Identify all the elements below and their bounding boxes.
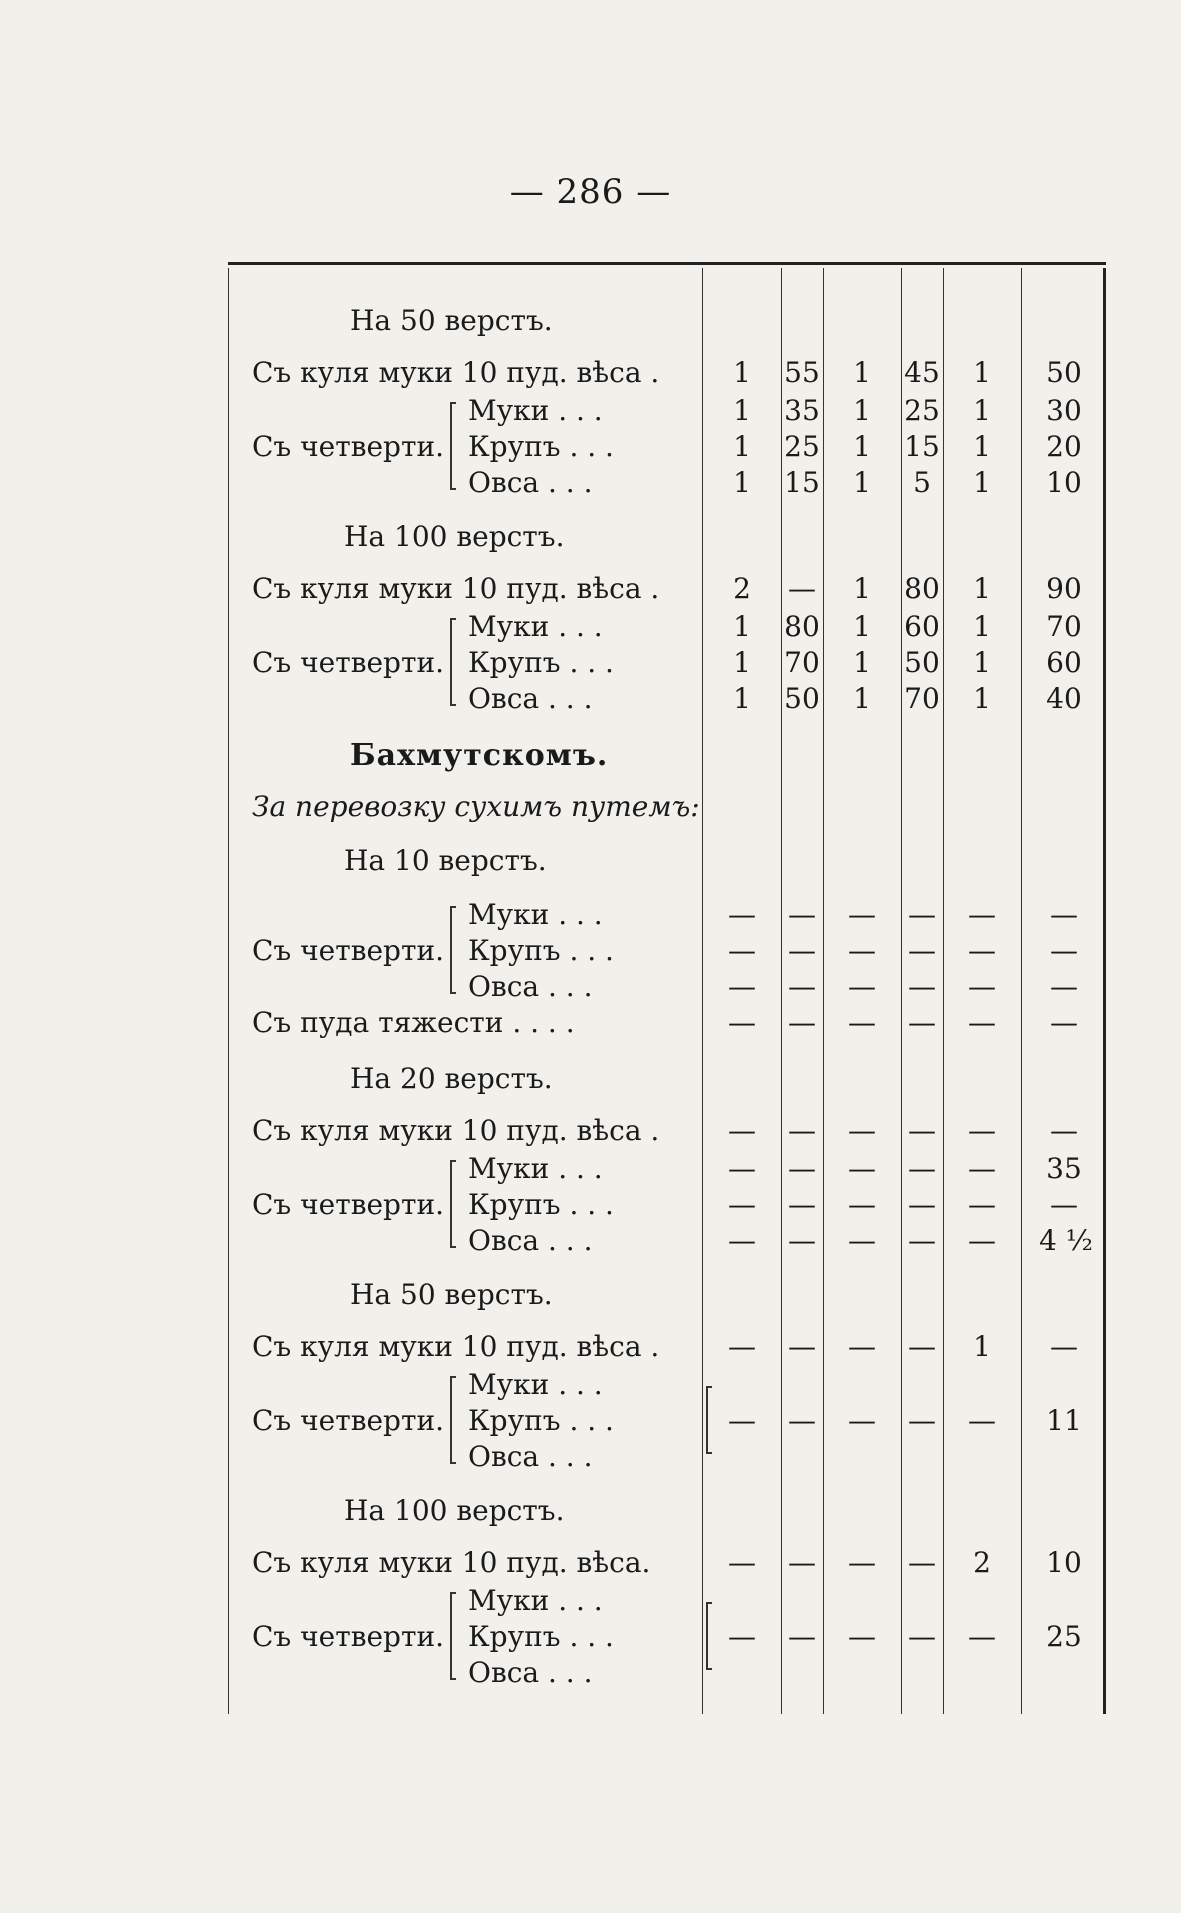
cell-rub-1: —: [728, 1188, 756, 1221]
section-label: На 100 верстъ.: [344, 1494, 565, 1527]
group-label: Съ четверти.: [252, 646, 445, 679]
cell-rub-3: 1: [973, 572, 991, 605]
row-label: Овса . . .: [468, 466, 593, 499]
table-row: [228, 430, 1106, 464]
table-row: [228, 898, 1106, 932]
cell-kop-1: 15: [784, 466, 820, 499]
group-label: Съ четверти.: [252, 1620, 445, 1653]
cell-rub-2: —: [848, 1224, 876, 1257]
row-label: Крупъ . . .: [468, 1188, 614, 1221]
row-label: Муки . . .: [468, 1152, 603, 1185]
cell-rub-3: 1: [973, 430, 991, 463]
table-row: [228, 356, 1106, 390]
row-label: Муки . . .: [468, 1584, 603, 1617]
cell-rub-3: —: [968, 1224, 996, 1257]
table-row: [228, 1584, 1106, 1618]
cell-kop-1: —: [788, 1152, 816, 1185]
group-label: Съ четверти.: [252, 430, 445, 463]
cell-kop-1: 55: [784, 356, 820, 389]
cell-rub-1: —: [728, 1224, 756, 1257]
cell-rub-3: —: [968, 1620, 996, 1653]
row-label: Съ куля муки 10 пуд. вѣса .: [252, 1330, 660, 1363]
table-row: [228, 646, 1106, 680]
cell-rub-1: 1: [733, 356, 751, 389]
cell-rub-2: 1: [853, 682, 871, 715]
cell-rub-3: —: [968, 1152, 996, 1185]
cell-rub-1: —: [728, 898, 756, 931]
row-label: Съ куля муки 10 пуд. вѣса .: [252, 356, 660, 389]
cell-kop-3: 25: [1046, 1620, 1082, 1653]
cell-kop-1: —: [788, 1006, 816, 1039]
section-heading: [228, 1062, 1106, 1096]
table-row: [228, 970, 1106, 1004]
cell-kop-2: 15: [904, 430, 940, 463]
row-label: Крупъ . . .: [468, 646, 614, 679]
table-row: [228, 1546, 1106, 1580]
cell-kop-1: —: [788, 1224, 816, 1257]
table-row: [228, 1656, 1106, 1690]
section-heading: [228, 844, 1106, 878]
cell-kop-3: 11: [1046, 1404, 1082, 1437]
cell-kop-3: —: [1050, 1188, 1078, 1221]
group-label: Съ четверти.: [252, 1404, 445, 1437]
cell-rub-2: —: [848, 898, 876, 931]
cell-kop-3: —: [1050, 934, 1078, 967]
table-row: [228, 1620, 1106, 1654]
cell-kop-3: 10: [1046, 1546, 1082, 1579]
cell-kop-2: —: [908, 1546, 936, 1579]
cell-kop-1: 70: [784, 646, 820, 679]
cell-kop-2: 25: [904, 394, 940, 427]
cell-kop-1: 50: [784, 682, 820, 715]
table-row: [228, 1440, 1106, 1474]
cell-rub-3: —: [968, 1114, 996, 1147]
cell-rub-1: —: [728, 1546, 756, 1579]
cell-rub-3: 1: [973, 356, 991, 389]
row-label: Крупъ . . .: [468, 1404, 614, 1437]
cell-kop-3: —: [1050, 970, 1078, 1003]
section-heading: [228, 520, 1106, 554]
cell-rub-1: 1: [733, 430, 751, 463]
cell-kop-3: —: [1050, 1330, 1078, 1363]
table-row: [228, 934, 1106, 968]
cell-kop-3: —: [1050, 1006, 1078, 1039]
cell-rub-2: —: [848, 1330, 876, 1363]
cell-kop-2: —: [908, 1006, 936, 1039]
cell-kop-3: 50: [1046, 356, 1082, 389]
group-label: Съ четверти.: [252, 934, 445, 967]
section-label: На 10 верстъ.: [344, 844, 547, 877]
row-label: Крупъ . . .: [468, 1620, 614, 1653]
cell-rub-3: —: [968, 1404, 996, 1437]
district-heading: Бахмутскомъ.: [350, 738, 609, 773]
transport-subheading: За перевозку сухимъ путемъ:: [252, 790, 700, 823]
cell-kop-2: —: [908, 1152, 936, 1185]
table-row: [228, 1368, 1106, 1402]
cell-kop-3: 4 ½: [1039, 1224, 1093, 1257]
row-label: Крупъ . . .: [468, 430, 614, 463]
cell-kop-2: —: [908, 970, 936, 1003]
cell-kop-2: 50: [904, 646, 940, 679]
cell-kop-2: —: [908, 1224, 936, 1257]
cell-kop-3: —: [1050, 1114, 1078, 1147]
cell-rub-3: —: [968, 934, 996, 967]
row-label: Овса . . .: [468, 970, 593, 1003]
cell-kop-1: —: [788, 1546, 816, 1579]
cell-kop-2: —: [908, 934, 936, 967]
cell-kop-1: —: [788, 970, 816, 1003]
page-number: — 286 —: [509, 172, 672, 212]
cell-kop-1: 80: [784, 610, 820, 643]
table-row: [228, 1224, 1106, 1258]
table-row: [228, 394, 1106, 428]
row-label: Съ куля муки 10 пуд. вѣса .: [252, 572, 660, 605]
row-label: Крупъ . . .: [468, 934, 614, 967]
table-row: [228, 682, 1106, 716]
group-label: Съ четверти.: [252, 1188, 445, 1221]
table-row: [228, 1152, 1106, 1186]
cell-rub-1: 1: [733, 394, 751, 427]
cell-rub-3: 1: [973, 1330, 991, 1363]
cell-rub-1: —: [728, 1404, 756, 1437]
cell-kop-3: 35: [1046, 1152, 1082, 1185]
cell-rub-1: —: [728, 1006, 756, 1039]
cell-rub-3: —: [968, 898, 996, 931]
cell-kop-2: —: [908, 1404, 936, 1437]
subheading-row: [228, 790, 1106, 824]
cell-rub-1: 1: [733, 682, 751, 715]
cell-kop-2: 70: [904, 682, 940, 715]
table-row: [228, 610, 1106, 644]
cell-rub-3: 1: [973, 610, 991, 643]
cell-rub-3: —: [968, 1006, 996, 1039]
table-row: [228, 1330, 1106, 1364]
section-heading: [228, 1278, 1106, 1312]
section-label: На 50 верстъ.: [350, 1278, 553, 1311]
cell-rub-1: —: [728, 1114, 756, 1147]
table-row: [228, 1006, 1106, 1040]
cell-kop-2: —: [908, 1620, 936, 1653]
cell-rub-3: —: [968, 970, 996, 1003]
row-label: Съ куля муки 10 пуд. вѣса .: [252, 1114, 660, 1147]
cell-kop-1: —: [788, 934, 816, 967]
row-label: Съ куля муки 10 пуд. вѣса.: [252, 1546, 651, 1579]
price-table: [228, 262, 1106, 1714]
row-label: Овса . . .: [468, 1224, 593, 1257]
cell-kop-1: —: [788, 898, 816, 931]
row-label: Муки . . .: [468, 610, 603, 643]
section-label: На 20 верстъ.: [350, 1062, 553, 1095]
cell-rub-2: —: [848, 1404, 876, 1437]
cell-kop-2: —: [908, 1330, 936, 1363]
cell-kop-3: 90: [1046, 572, 1082, 605]
cell-kop-1: —: [788, 1620, 816, 1653]
cell-rub-1: —: [728, 1620, 756, 1653]
cell-kop-1: —: [788, 572, 816, 605]
cell-kop-2: 5: [913, 466, 931, 499]
cell-kop-1: 25: [784, 430, 820, 463]
cell-rub-3: 1: [973, 682, 991, 715]
cell-kop-2: 60: [904, 610, 940, 643]
section-heading: [228, 1494, 1106, 1528]
cell-kop-1: —: [788, 1404, 816, 1437]
cell-kop-2: —: [908, 1114, 936, 1147]
cell-rub-2: 1: [853, 572, 871, 605]
cell-rub-1: —: [728, 970, 756, 1003]
cell-rub-2: —: [848, 934, 876, 967]
cell-kop-2: 80: [904, 572, 940, 605]
row-label: Овса . . .: [468, 1656, 593, 1689]
cell-rub-1: —: [728, 1330, 756, 1363]
cell-rub-1: 1: [733, 610, 751, 643]
cell-rub-2: 1: [853, 646, 871, 679]
cell-rub-2: 1: [853, 356, 871, 389]
cell-kop-3: —: [1050, 898, 1078, 931]
cell-rub-1: 2: [733, 572, 751, 605]
cell-kop-3: 40: [1046, 682, 1082, 715]
cell-kop-2: —: [908, 898, 936, 931]
cell-rub-2: —: [848, 1114, 876, 1147]
cell-rub-1: 1: [733, 646, 751, 679]
cell-rub-3: 2: [973, 1546, 991, 1579]
table-row: [228, 1404, 1106, 1438]
section-label: На 50 верстъ.: [350, 304, 553, 337]
cell-rub-2: —: [848, 1546, 876, 1579]
cell-kop-3: 10: [1046, 466, 1082, 499]
cell-kop-2: 45: [904, 356, 940, 389]
table-row: [228, 572, 1106, 606]
cell-rub-2: 1: [853, 466, 871, 499]
table-row: [228, 466, 1106, 500]
cell-rub-2: 1: [853, 394, 871, 427]
table-row: [228, 1188, 1106, 1222]
section-label: На 100 верстъ.: [344, 520, 565, 553]
cell-kop-3: 20: [1046, 430, 1082, 463]
row-label: Овса . . .: [468, 1440, 593, 1473]
section-heading: [228, 304, 1106, 338]
cell-rub-2: —: [848, 1152, 876, 1185]
cell-kop-3: 30: [1046, 394, 1082, 427]
cell-rub-1: —: [728, 1152, 756, 1185]
cell-kop-1: —: [788, 1330, 816, 1363]
cell-rub-2: —: [848, 970, 876, 1003]
cell-rub-2: —: [848, 1620, 876, 1653]
cell-rub-1: 1: [733, 466, 751, 499]
cell-kop-3: 70: [1046, 610, 1082, 643]
cell-rub-2: 1: [853, 610, 871, 643]
row-label: Муки . . .: [468, 394, 603, 427]
row-label: Овса . . .: [468, 682, 593, 715]
cell-rub-3: 1: [973, 394, 991, 427]
cell-kop-1: —: [788, 1188, 816, 1221]
row-label: Муки . . .: [468, 1368, 603, 1401]
table-top-rule: [228, 262, 1106, 265]
cell-kop-1: —: [788, 1114, 816, 1147]
cell-kop-1: 35: [784, 394, 820, 427]
cell-rub-3: 1: [973, 466, 991, 499]
cell-rub-2: 1: [853, 430, 871, 463]
cell-rub-1: —: [728, 934, 756, 967]
row-label: Съ пуда тяжести . . . .: [252, 1006, 575, 1039]
table-row: [228, 1114, 1106, 1148]
cell-rub-2: —: [848, 1006, 876, 1039]
cell-kop-3: 60: [1046, 646, 1082, 679]
cell-rub-3: —: [968, 1188, 996, 1221]
cell-kop-2: —: [908, 1188, 936, 1221]
row-label: Муки . . .: [468, 898, 603, 931]
cell-rub-2: —: [848, 1188, 876, 1221]
cell-rub-3: 1: [973, 646, 991, 679]
